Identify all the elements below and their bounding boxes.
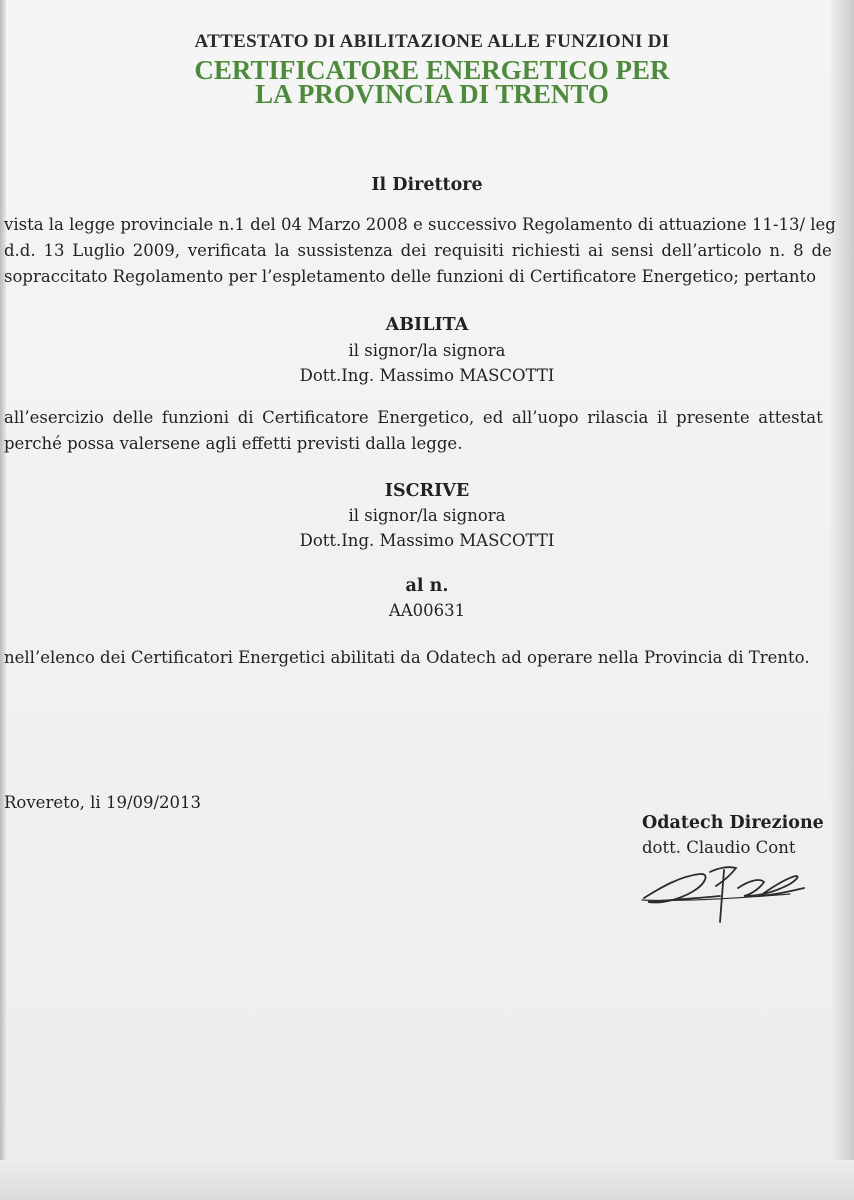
- intro-line-3: sopraccitato Regolamento per l’espletamento delle funzioni di Certificatore Energetico; pertanto: [4, 267, 817, 286]
- page-edge-bottom: [0, 1160, 854, 1200]
- handwritten-signature: [640, 858, 810, 928]
- signatory-title: Odatech Direzione: [642, 813, 824, 833]
- header-line-2: CERTIFICATORE ENERGETICO PER: [194, 55, 670, 85]
- registry-text: nell’elenco dei Certificatori Energetici abilitati da Odatech ad operare nella Provincia di Trento.: [4, 648, 810, 667]
- abilita-subject: il signor/la signora: [348, 341, 506, 360]
- iscrive-heading: ISCRIVE: [384, 481, 470, 501]
- director-heading: Il Direttore: [371, 175, 483, 195]
- iscrive-subject: il signor/la signora: [348, 506, 506, 525]
- intro-line-2: d.d. 13 Luglio 2009, verificata la sussistenza dei requisiti richiesti ai sensi dell’articolo n. 8 de: [4, 241, 832, 260]
- abilita-name: Dott.Ing. Massimo MASCOTTI: [299, 366, 555, 385]
- exercise-line-2: perché possa valersene agli effetti previsti dalla legge.: [4, 434, 463, 453]
- abilita-heading: ABILITA: [385, 315, 469, 335]
- exercise-line-1: all’esercizio delle funzioni di Certificatore Energetico, ed all’uopo rilascia il presente attestat: [4, 408, 823, 427]
- place-date: Rovereto, li 19/09/2013: [4, 793, 202, 812]
- header-line-3: LA PROVINCIA DI TRENTO: [255, 79, 609, 109]
- header-line-1: ATTESTATO DI ABILITAZIONE ALLE FUNZIONI DI: [194, 31, 670, 52]
- exercise-paragraph: [4, 405, 854, 457]
- intro-line-1: vista la legge provinciale n.1 del 04 Marzo 2008 e successivo Regolamento di attuazione 11-13/ leg: [4, 215, 836, 234]
- signatory-name: dott. Claudio Cont: [642, 838, 796, 857]
- registration-number: AA00631: [388, 601, 466, 620]
- registration-label: al n.: [405, 576, 449, 596]
- intro-paragraph: [4, 212, 854, 290]
- iscrive-name: Dott.Ing. Massimo MASCOTTI: [299, 531, 555, 550]
